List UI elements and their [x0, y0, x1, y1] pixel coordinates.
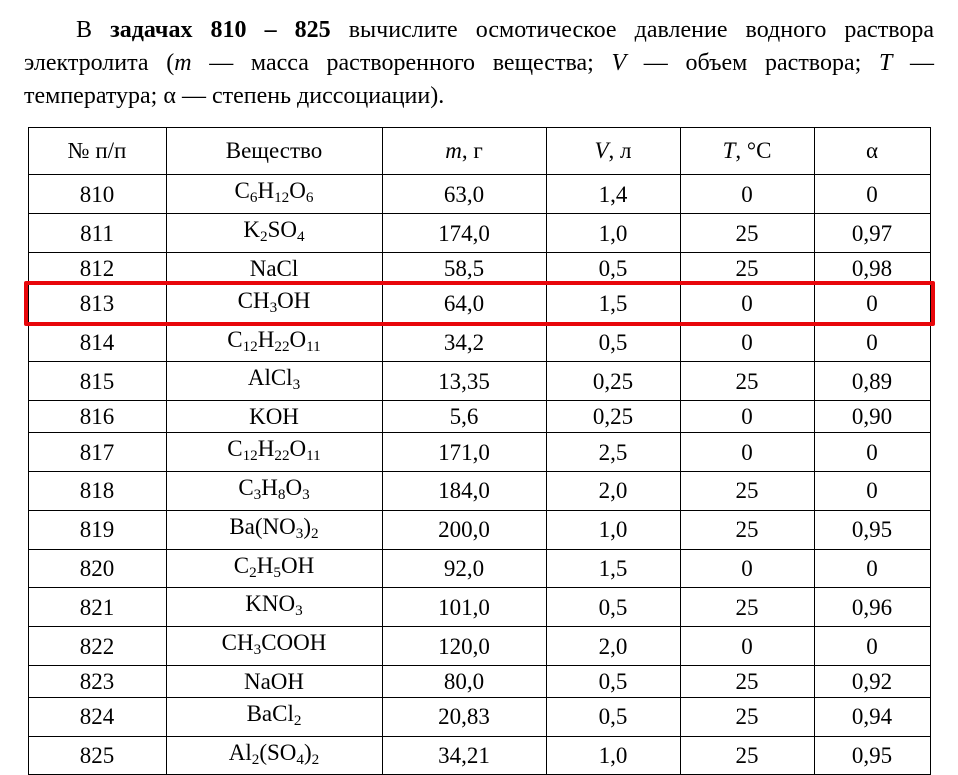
cell-temperature: 0 — [680, 549, 814, 588]
cell-volume: 0,25 — [546, 401, 680, 433]
cell-volume: 1,0 — [546, 214, 680, 253]
table-row — [28, 433, 930, 472]
header-alpha: α — [814, 128, 930, 175]
table-row — [28, 588, 930, 627]
cell-volume: 2,5 — [546, 433, 680, 472]
cell-substance: $Al_2(SO_4)_2$ — [166, 736, 382, 775]
table-row — [28, 627, 930, 666]
cell-number: 812 — [28, 252, 166, 284]
cell-alpha: 0 — [814, 284, 930, 323]
cell-substance: AlCl$_3$ — [166, 362, 382, 401]
cell-alpha: 0 — [814, 175, 930, 214]
cell-number: 818 — [28, 472, 166, 511]
cell-alpha: 0,98 — [814, 252, 930, 284]
table-row — [28, 510, 930, 549]
cell-number: 820 — [28, 549, 166, 588]
cell-substance: $C_2H_5OH$ — [166, 549, 382, 588]
cell-number: 824 — [28, 697, 166, 736]
cell-substance: $KNO_3$ — [166, 588, 382, 627]
cell-alpha: 0,95 — [814, 510, 930, 549]
cell-alpha: 0,97 — [814, 214, 930, 253]
table-row — [28, 175, 930, 214]
cell-mass: 34,21 — [382, 736, 546, 775]
intro-line3-c: — степень диссоциации). — [175, 83, 445, 110]
table-row — [28, 252, 930, 284]
cell-volume: 0,5 — [546, 323, 680, 362]
cell-temperature: 25 — [680, 252, 814, 284]
header-substance: Вещество — [166, 128, 382, 175]
intro-line1-rest: вычислите осмотическое давление водного — [330, 17, 827, 43]
cell-substance: $C_{12}H_{22}O_{11}$ — [166, 433, 382, 472]
table-header-row — [28, 128, 930, 175]
cell-number: 815 — [28, 362, 166, 401]
intro-line3-b: — температура; — [24, 50, 935, 110]
table-row — [28, 362, 930, 401]
cell-mass: 5,6 — [382, 401, 546, 433]
table-row — [28, 401, 930, 433]
cell-number: 816 — [28, 401, 166, 433]
cell-number: 811 — [28, 214, 166, 253]
cell-volume: 1,5 — [546, 549, 680, 588]
cell-temperature: 25 — [680, 510, 814, 549]
cell-number: 821 — [28, 588, 166, 627]
cell-temperature: 25 — [680, 697, 814, 736]
cell-alpha: 0,89 — [814, 362, 930, 401]
cell-substance: NaCl — [166, 252, 382, 284]
cell-alpha: 0 — [814, 433, 930, 472]
intro-prefix: В — [76, 17, 111, 43]
cell-temperature: 25 — [680, 214, 814, 253]
cell-temperature: 25 — [680, 588, 814, 627]
cell-substance: $CH_3COOH$ — [166, 627, 382, 666]
cell-volume: 1,0 — [546, 510, 680, 549]
intro-task-range: задачах 810 – 825 — [110, 17, 331, 43]
cell-mass: 20,83 — [382, 697, 546, 736]
symbol-m: m — [174, 50, 192, 77]
cell-alpha: 0 — [814, 549, 930, 588]
cell-alpha: 0,96 — [814, 588, 930, 627]
cell-mass: 92,0 — [382, 549, 546, 588]
header-volume: V, л — [546, 128, 680, 175]
cell-temperature: 0 — [680, 175, 814, 214]
cell-volume: 2,0 — [546, 627, 680, 666]
cell-mass: 58,5 — [382, 252, 546, 284]
cell-alpha: 0 — [814, 472, 930, 511]
symbol-T: T — [878, 50, 893, 77]
cell-number: 814 — [28, 323, 166, 362]
header-temperature: T, °C — [680, 128, 814, 175]
cell-mass: 171,0 — [382, 433, 546, 472]
symbol-V: V — [611, 50, 627, 77]
intro-line3-a: объем раствора; — [685, 50, 879, 77]
cell-mass: 120,0 — [382, 627, 546, 666]
table-row — [28, 323, 930, 362]
cell-temperature: 25 — [680, 472, 814, 511]
cell-mass: 101,0 — [382, 588, 546, 627]
cell-mass: 13,35 — [382, 362, 546, 401]
cell-substance: $Ba(NO_3)_2$ — [166, 510, 382, 549]
table-body — [28, 175, 930, 775]
cell-volume: 1,0 — [546, 736, 680, 775]
cell-volume: 0,5 — [546, 665, 680, 697]
cell-substance: $C_3H_8O_3$ — [166, 472, 382, 511]
cell-number: 817 — [28, 433, 166, 472]
cell-mass: 34,2 — [382, 323, 546, 362]
table-row — [28, 665, 930, 697]
symbol-alpha: α — [163, 83, 176, 110]
cell-substance: BaCl$_2$ — [166, 697, 382, 736]
cell-mass: 200,0 — [382, 510, 546, 549]
table-row — [28, 697, 930, 736]
cell-volume: 0,5 — [546, 697, 680, 736]
cell-volume: 0,5 — [546, 588, 680, 627]
cell-number: 823 — [28, 665, 166, 697]
cell-temperature: 25 — [680, 736, 814, 775]
cell-number: 813 — [28, 284, 166, 323]
table-row — [28, 284, 930, 323]
cell-alpha: 0,92 — [814, 665, 930, 697]
intro-line2-b: — масса растворенного вещества; — [191, 50, 612, 77]
cell-number: 810 — [28, 175, 166, 214]
cell-volume: 1,4 — [546, 175, 680, 214]
intro-line2-c: — — [626, 50, 668, 77]
cell-temperature: 0 — [680, 401, 814, 433]
cell-substance: $K_2SO_4$ — [166, 214, 382, 253]
cell-alpha: 0 — [814, 323, 930, 362]
cell-substance: NaOH — [166, 665, 382, 697]
cell-substance: $C_6H_{12}O_6$ — [166, 175, 382, 214]
cell-alpha: 0,94 — [814, 697, 930, 736]
cell-mass: 184,0 — [382, 472, 546, 511]
table-row — [28, 736, 930, 775]
cell-substance: $C_{12}H_{22}O_{11}$ — [166, 323, 382, 362]
cell-temperature: 0 — [680, 433, 814, 472]
intro-line2-a: раствора электролита ( — [24, 17, 935, 77]
cell-volume: 0,5 — [546, 252, 680, 284]
header-number: № п/п — [28, 128, 166, 175]
cell-mass: 174,0 — [382, 214, 546, 253]
table-row — [28, 549, 930, 588]
cell-mass: 64,0 — [382, 284, 546, 323]
header-mass: m, г — [382, 128, 546, 175]
cell-alpha: 0,95 — [814, 736, 930, 775]
intro-paragraph — [24, 14, 934, 113]
cell-mass: 80,0 — [382, 665, 546, 697]
cell-temperature: 25 — [680, 362, 814, 401]
cell-number: 822 — [28, 627, 166, 666]
cell-substance: KOH — [166, 401, 382, 433]
cell-number: 819 — [28, 510, 166, 549]
cell-substance: $CH_3OH$ — [166, 284, 382, 323]
cell-temperature: 0 — [680, 323, 814, 362]
cell-temperature: 25 — [680, 665, 814, 697]
osmotic-pressure-table — [28, 127, 931, 775]
cell-alpha: 0 — [814, 627, 930, 666]
cell-number: 825 — [28, 736, 166, 775]
cell-volume: 0,25 — [546, 362, 680, 401]
cell-temperature: 0 — [680, 627, 814, 666]
cell-mass: 63,0 — [382, 175, 546, 214]
table-row — [28, 472, 930, 511]
cell-alpha: 0,90 — [814, 401, 930, 433]
table-row — [28, 214, 930, 253]
cell-volume: 1,5 — [546, 284, 680, 323]
cell-volume: 2,0 — [546, 472, 680, 511]
cell-temperature: 0 — [680, 284, 814, 323]
